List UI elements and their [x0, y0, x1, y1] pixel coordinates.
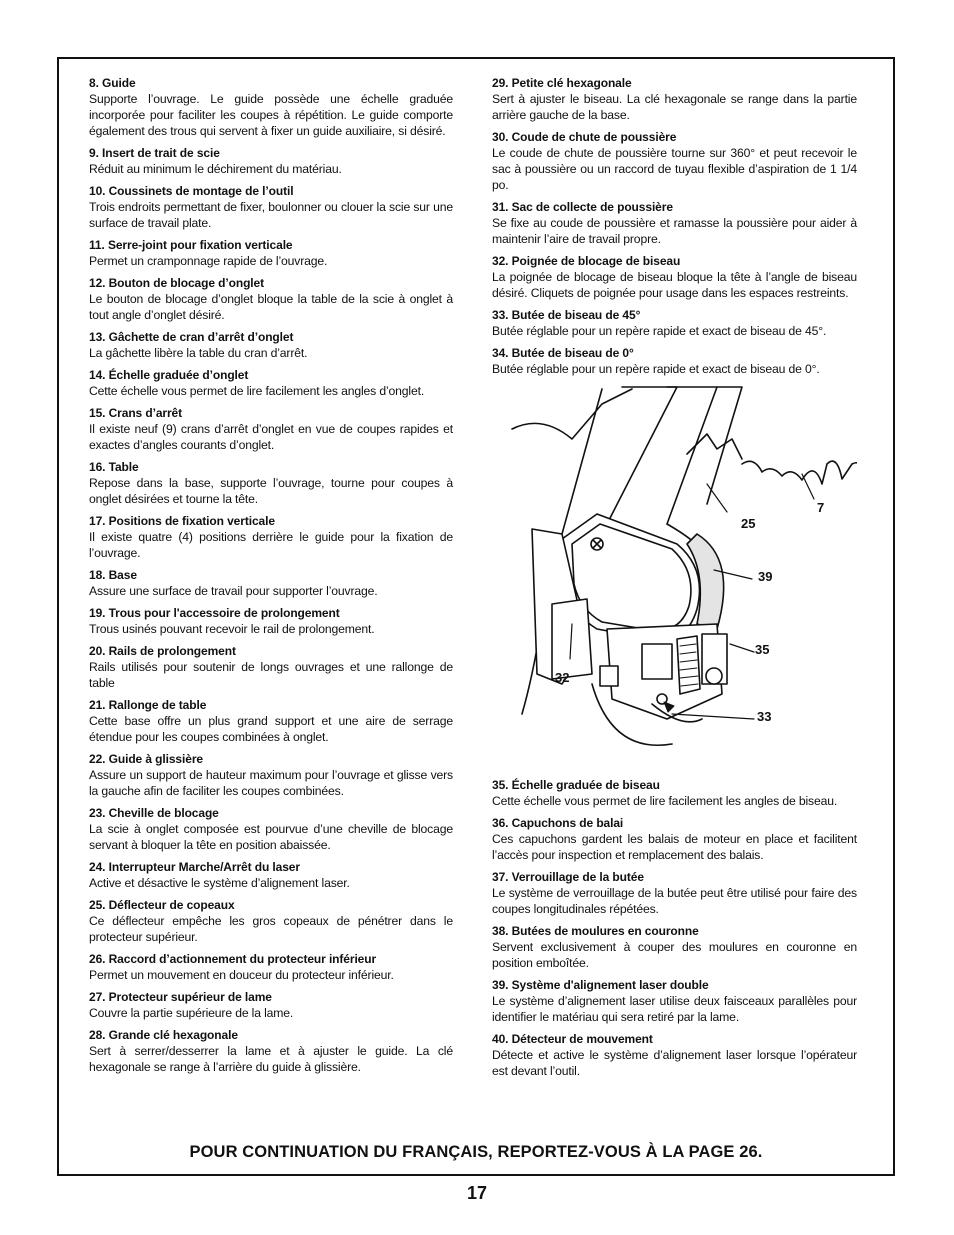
entry-25 [89, 898, 453, 945]
entry-body: Couvre la partie supérieure de la lame. [89, 1006, 294, 1020]
entry-title: 21. Rallonge de table [89, 698, 207, 712]
entry-18 [89, 568, 453, 599]
entry-title: 8. Guide [89, 76, 136, 90]
entry-title: 27. Protecteur supérieur de lame [89, 990, 272, 1004]
entry-title: 10. Coussinets de montage de l’outil [89, 184, 294, 198]
entry-13 [89, 330, 453, 361]
entry-32 [492, 254, 857, 301]
entry-title: 16. Table [89, 460, 139, 474]
entry-38 [492, 924, 857, 971]
entry-17 [89, 514, 453, 561]
entry-body: Détecte et active le système d’alignement laser lorsque l’opérateur est devant l’outil. [492, 1048, 857, 1078]
entry-body: Ce déflecteur empêche les gros copeaux de pénétrer dans le protecteur supérieur. [89, 914, 453, 944]
entry-title: 40. Détecteur de mouvement [492, 1032, 653, 1046]
entry-title: 14. Échelle graduée d’onglet [89, 368, 249, 382]
entry-title: 38. Butées de moulures en couronne [492, 924, 699, 938]
entry-body: Trois endroits permettant de fixer, boulonner ou clouer la scie sur une surface de travail plate. [89, 200, 453, 230]
entry-39 [492, 978, 857, 1025]
entry-body: Supporte l’ouvrage. Le guide possède une échelle graduée incorporée pour faciliter les coupes à répétition. Le guide comporte également des trous qui servent à fixer un guide auxiliaire, si désiré. [89, 92, 453, 138]
entry-title: 28. Grande clé hexagonale [89, 1028, 238, 1042]
entry-29 [492, 76, 857, 123]
entry-body: La scie à onglet composée est pourvue d’une cheville de blocage servant à bloquer la tête en position abaissée. [89, 822, 453, 852]
entry-body: Servent exclusivement à couper des moulures en couronne en position emboîtée. [492, 940, 857, 970]
entry-14 [89, 368, 453, 399]
entry-28 [89, 1028, 453, 1075]
entry-8 [89, 76, 453, 139]
entry-body: Permet un cramponnage rapide de l’ouvrage. [89, 254, 328, 268]
entry-body: Le système d’alignement laser utilise deux faisceaux parallèles pour identifier le matériau qui sera retiré par la lame. [492, 994, 857, 1024]
saw-bevel-figure [492, 384, 857, 774]
entry-body: Cette échelle vous permet de lire facilement les angles d’onglet. [89, 384, 425, 398]
entry-title: 39. Système d'alignement laser double [492, 978, 709, 992]
entry-title: 25. Déflecteur de copeaux [89, 898, 235, 912]
entry-31 [492, 200, 857, 247]
entry-11 [89, 238, 453, 269]
entry-body: Sert à ajuster le biseau. La clé hexagonale se range dans la partie arrière gauche de la base. [492, 92, 857, 122]
entry-23 [89, 806, 453, 853]
entry-title: 29. Petite clé hexagonale [492, 76, 632, 90]
callout-35: 35 [755, 642, 770, 657]
entry-body: Assure un support de hauteur maximum pour l’ouvrage et glisse vers la gauche afin de faciliter les coupes combinées. [89, 768, 453, 798]
continuation-note: POUR CONTINUATION DU FRANÇAIS, REPORTEZ-VOUS À LA PAGE 26. [189, 1143, 763, 1161]
right-column [492, 76, 857, 1086]
entry-title: 32. Poignée de blocage de biseau [492, 254, 681, 268]
entry-title: 36. Capuchons de balai [492, 816, 624, 830]
entry-title: 31. Sac de collecte de poussière [492, 200, 673, 214]
entry-title: 11. Serre-joint pour fixation verticale [89, 238, 293, 252]
entry-21 [89, 698, 453, 745]
entry-35 [492, 778, 857, 809]
entry-body: Sert à serrer/desserrer la lame et à ajuster le guide. La clé hexagonale se range à l’arrière du guide à glissière. [89, 1044, 453, 1074]
entry-body: Ces capuchons gardent les balais de moteur en place et facilitent l’accès pour inspection et remplacement des balais. [492, 832, 857, 862]
entry-30 [492, 130, 857, 193]
entry-26 [89, 952, 453, 983]
entry-37 [492, 870, 857, 917]
left-column [89, 76, 453, 1082]
entry-body: Trous usinés pouvant recevoir le rail de prolongement. [89, 622, 375, 636]
entry-19 [89, 606, 453, 637]
entry-24 [89, 860, 453, 891]
callout-7: 7 [817, 500, 825, 515]
entry-title: 13. Gâchette de cran d’arrêt d’onglet [89, 330, 294, 344]
entry-title: 17. Positions de fixation verticale [89, 514, 275, 528]
entry-body: Repose dans la base, supporte l’ouvrage, tourne pour coupes à onglet désirées et tourne la tête. [89, 476, 453, 506]
entry-body: Permet un mouvement en douceur du protecteur inférieur. [89, 968, 394, 982]
callout-39: 39 [758, 569, 773, 584]
saw-illustration [492, 384, 857, 774]
entry-10 [89, 184, 453, 231]
entry-title: 9. Insert de trait de scie [89, 146, 220, 160]
entry-title: 22. Guide à glissière [89, 752, 203, 766]
entry-body: Cette échelle vous permet de lire facilement les angles de biseau. [492, 794, 838, 808]
entry-title: 12. Bouton de blocage d’onglet [89, 276, 265, 290]
callout-25: 25 [741, 516, 756, 531]
entry-15 [89, 406, 453, 453]
entry-body: Réduit au minimum le déchirement du matériau. [89, 162, 342, 176]
entry-title: 35. Échelle graduée de biseau [492, 778, 660, 792]
entry-36 [492, 816, 857, 863]
entry-title: 18. Base [89, 568, 137, 582]
entry-body: Le bouton de blocage d’onglet bloque la table de la scie à onglet à tout angle d’onglet désiré. [89, 292, 453, 322]
entry-body: Le coude de chute de poussière tourne sur 360° et peut recevoir le sac à poussière ou un raccord de tuyau flexible d’aspiration de 1 1/4 po. [492, 146, 857, 192]
entry-body: La gâchette libère la table du cran d’arrêt. [89, 346, 308, 360]
entry-title: 33. Butée de biseau de 45° [492, 308, 641, 322]
entry-body: Cette base offre un plus grand support et une aire de serrage étendue pour les coupes combinées à onglet. [89, 714, 453, 744]
entry-title: 23. Cheville de blocage [89, 806, 219, 820]
entry-33 [492, 308, 857, 339]
entry-9 [89, 146, 453, 177]
entry-body: Il existe quatre (4) positions derrière le guide pour la fixation de l’ouvrage. [89, 530, 453, 560]
entry-title: 26. Raccord d’actionnement du protecteur inférieur [89, 952, 377, 966]
entry-title: 37. Verrouillage de la butée [492, 870, 644, 884]
entry-title: 20. Rails de prolongement [89, 644, 236, 658]
entry-title: 24. Interrupteur Marche/Arrêt du laser [89, 860, 300, 874]
entry-body: Il existe neuf (9) crans d’arrêt d’onglet en vue de coupes rapides et exactes d’angles courants d’onglet. [89, 422, 453, 452]
entry-34 [492, 346, 857, 377]
entry-title: 15. Crans d’arrêt [89, 406, 183, 420]
entry-body: Butée réglable pour un repère rapide et exact de biseau de 45°. [492, 324, 827, 338]
entry-40 [492, 1032, 857, 1079]
entry-16 [89, 460, 453, 507]
entry-title: 30. Coude de chute de poussière [492, 130, 677, 144]
page-number: 17 [466, 1183, 488, 1203]
entry-22 [89, 752, 453, 799]
entry-body: Butée réglable pour un repère rapide et exact de biseau de 0°. [492, 362, 820, 376]
entry-27 [89, 990, 453, 1021]
entry-body: La poignée de blocage de biseau bloque la tête à l’angle de biseau désiré. Cliquets de poignée pour usage dans les espaces restreints. [492, 270, 857, 300]
entry-title: 34. Butée de biseau de 0° [492, 346, 634, 360]
entry-body: Rails utilisés pour soutenir de longs ouvrages et une rallonge de table [89, 660, 453, 690]
entry-body: Assure une surface de travail pour supporter l’ouvrage. [89, 584, 378, 598]
entry-body: Le système de verrouillage de la butée peut être utilisé pour faire des coupes longitudinales répétées. [492, 886, 857, 916]
entry-20 [89, 644, 453, 691]
callout-33: 33 [757, 709, 772, 724]
entry-body: Active et désactive le système d’alignement laser. [89, 876, 350, 890]
entry-title: 19. Trous pour l'accessoire de prolongement [89, 606, 340, 620]
callout-32: 32 [555, 670, 570, 685]
entry-12 [89, 276, 453, 323]
entry-body: Se fixe au coude de poussière et ramasse la poussière pour aider à maintenir l’aire de travail propre. [492, 216, 857, 246]
